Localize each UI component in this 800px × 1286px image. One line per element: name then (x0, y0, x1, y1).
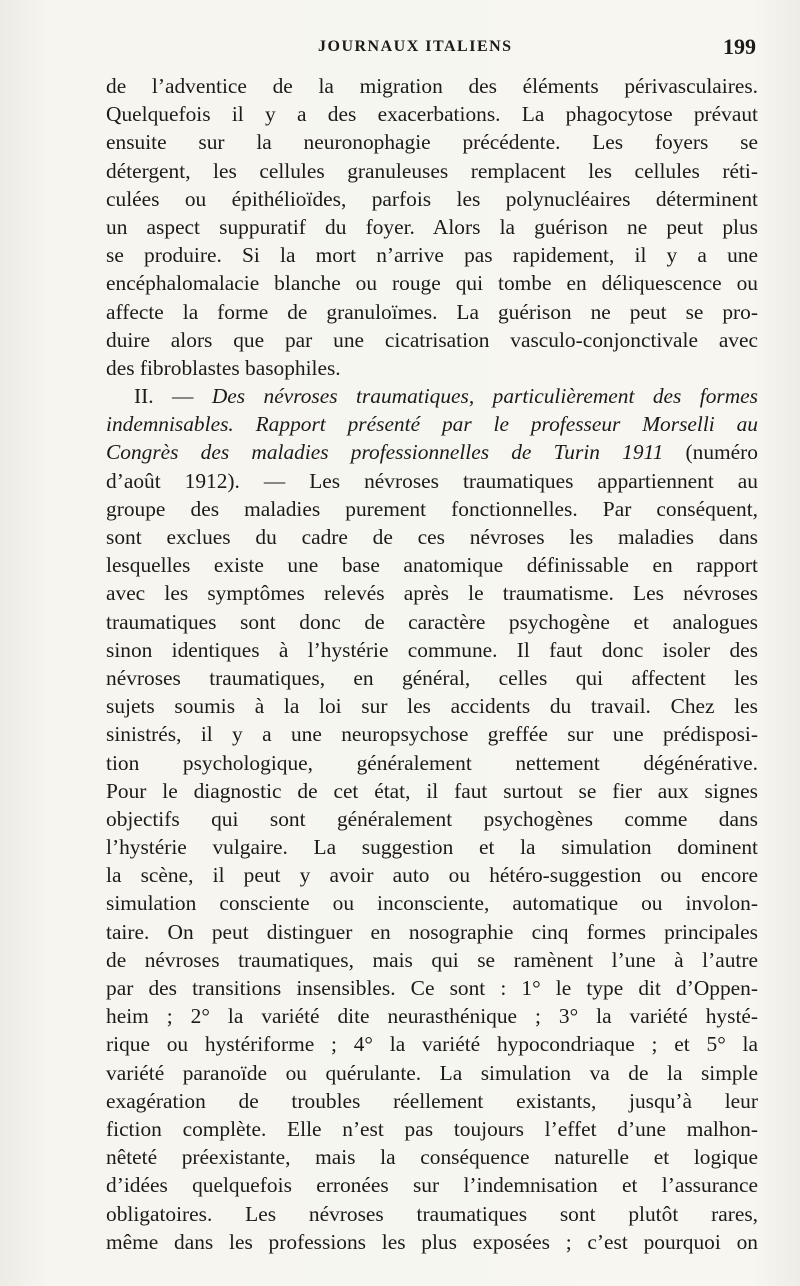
text-line: Pour le diagnostic de cet état, il faut surtout se fier aux signes (106, 778, 758, 803)
text-line: d’août 1912). — Les névroses traumatiques appartiennent au (106, 468, 758, 493)
text-line: névroses traumatiques, en général, celles qui affectent les (106, 665, 758, 690)
section-title-line: indemnisables. Rapport présenté par le professeur Morselli au (106, 412, 758, 437)
text-line: sont exclues du cadre de ces névroses les maladies dans (106, 525, 758, 549)
text-line: de névroses traumatiques, mais qui se ramènent l’une à l’autre (106, 947, 758, 972)
text-line: un aspect suppuratif du foyer. Alors la guérison ne peut plus (106, 214, 758, 239)
text-line: avec les symptômes relevés après le traumatisme. Les névroses (106, 581, 758, 606)
text-line: objectifs qui sont généralement psychogènes comme dans (106, 806, 758, 831)
section-number: II. — (134, 384, 212, 409)
text-line: taire. On peut distinguer en nosographie cinq formes principales (106, 919, 758, 944)
text-line: groupe des maladies purement fonctionnelles. Par conséquent, (106, 496, 758, 521)
text-line: encéphalomalacie blanche ou rouge qui tombe en déliquescence ou (106, 271, 758, 296)
text-line: culées ou épithélioïdes, parfois les polynucléaires déterminent (106, 186, 758, 211)
text-line: sinistrés, il y a une neuropsychose greffée sur une prédisposi- (106, 722, 758, 747)
body-text (106, 72, 758, 1256)
page-header (106, 36, 756, 60)
text-line: d’idées quelquefois erronées sur l’indemnisation et l’assurance (106, 1173, 758, 1198)
text-line: tion psychologique, généralement nettement dégénérative. (106, 750, 758, 775)
running-title: JOURNAUX ITALIENS (318, 38, 513, 55)
text-line: duire alors que par une cicatrisation vasculo-conjonctivale avec (106, 327, 758, 352)
text-line: se produire. Si la mort n’arrive pas rapidement, il y a une (106, 243, 758, 268)
text-line: heim ; 2° la variété dite neurasthénique ; 3° la variété hysté- (106, 1004, 758, 1029)
citation-line (106, 438, 758, 466)
text-line: sujets soumis à la loi sur les accidents du travail. Chez les (106, 694, 758, 719)
section-heading-line (106, 382, 758, 410)
text-line: rique ou hystériforme ; 4° la variété hypocondriaque ; et 5° la (106, 1032, 758, 1057)
citation-text: Congrès des maladies professionnelles de Turin 1911 (106, 440, 664, 465)
text-line: variété paranoïde ou quérulante. La simulation va de la simple (106, 1060, 758, 1085)
text-line: nêteté préexistante, mais la conséquence naturelle et logique (106, 1145, 758, 1170)
text-line: Quelquefois il y a des exacerbations. La phagocytose prévaut (106, 102, 758, 127)
page-number: 199 (723, 34, 756, 59)
text-line: détergent, les cellules granuleuses remplacent les cellules réti- (106, 158, 758, 183)
text-line: ensuite sur la neuronophagie précédente. Les foyers se (106, 130, 758, 155)
text-line: de l’adventice de la migration des éléments périvasculaires. (106, 74, 758, 98)
text-line: exagération de troubles réellement existants, jusqu’à leur (106, 1088, 758, 1113)
text-line: simulation consciente ou inconsciente, automatique ou involon- (106, 891, 758, 916)
text-line: la scène, il peut y avoir auto ou hétéro-suggestion ou encore (106, 863, 758, 888)
text-line: l’hystérie vulgaire. La suggestion et la simulation dominent (106, 835, 758, 860)
text-line: traumatiques sont donc de caractère psychogène et analogues (106, 609, 758, 634)
text-line: par des transitions insensibles. Ce sont : 1° le type dit d’Oppen- (106, 976, 758, 1000)
text-line: lesquelles existe une base anatomique définissable en rapport (106, 553, 758, 578)
section-title: Des névroses traumatiques, particulièrement des formes (211, 384, 758, 409)
text-line: affecte la forme de granuloïmes. La guérison ne peut se pro- (106, 299, 758, 324)
text-line: fiction complète. Elle n’est pas toujours l’effet d’une malhon- (106, 1116, 758, 1141)
text-line: obligatoires. Les névroses traumatiques sont plutôt rares, (106, 1201, 758, 1226)
citation-rest: (numéro (663, 440, 758, 465)
text-line: des fibroblastes basophiles. (106, 355, 341, 380)
text-line: même dans les professions les plus exposées ; c’est pourquoi on (106, 1229, 758, 1254)
text-line: sinon identiques à l’hystérie commune. Il faut donc isoler des (106, 637, 758, 662)
